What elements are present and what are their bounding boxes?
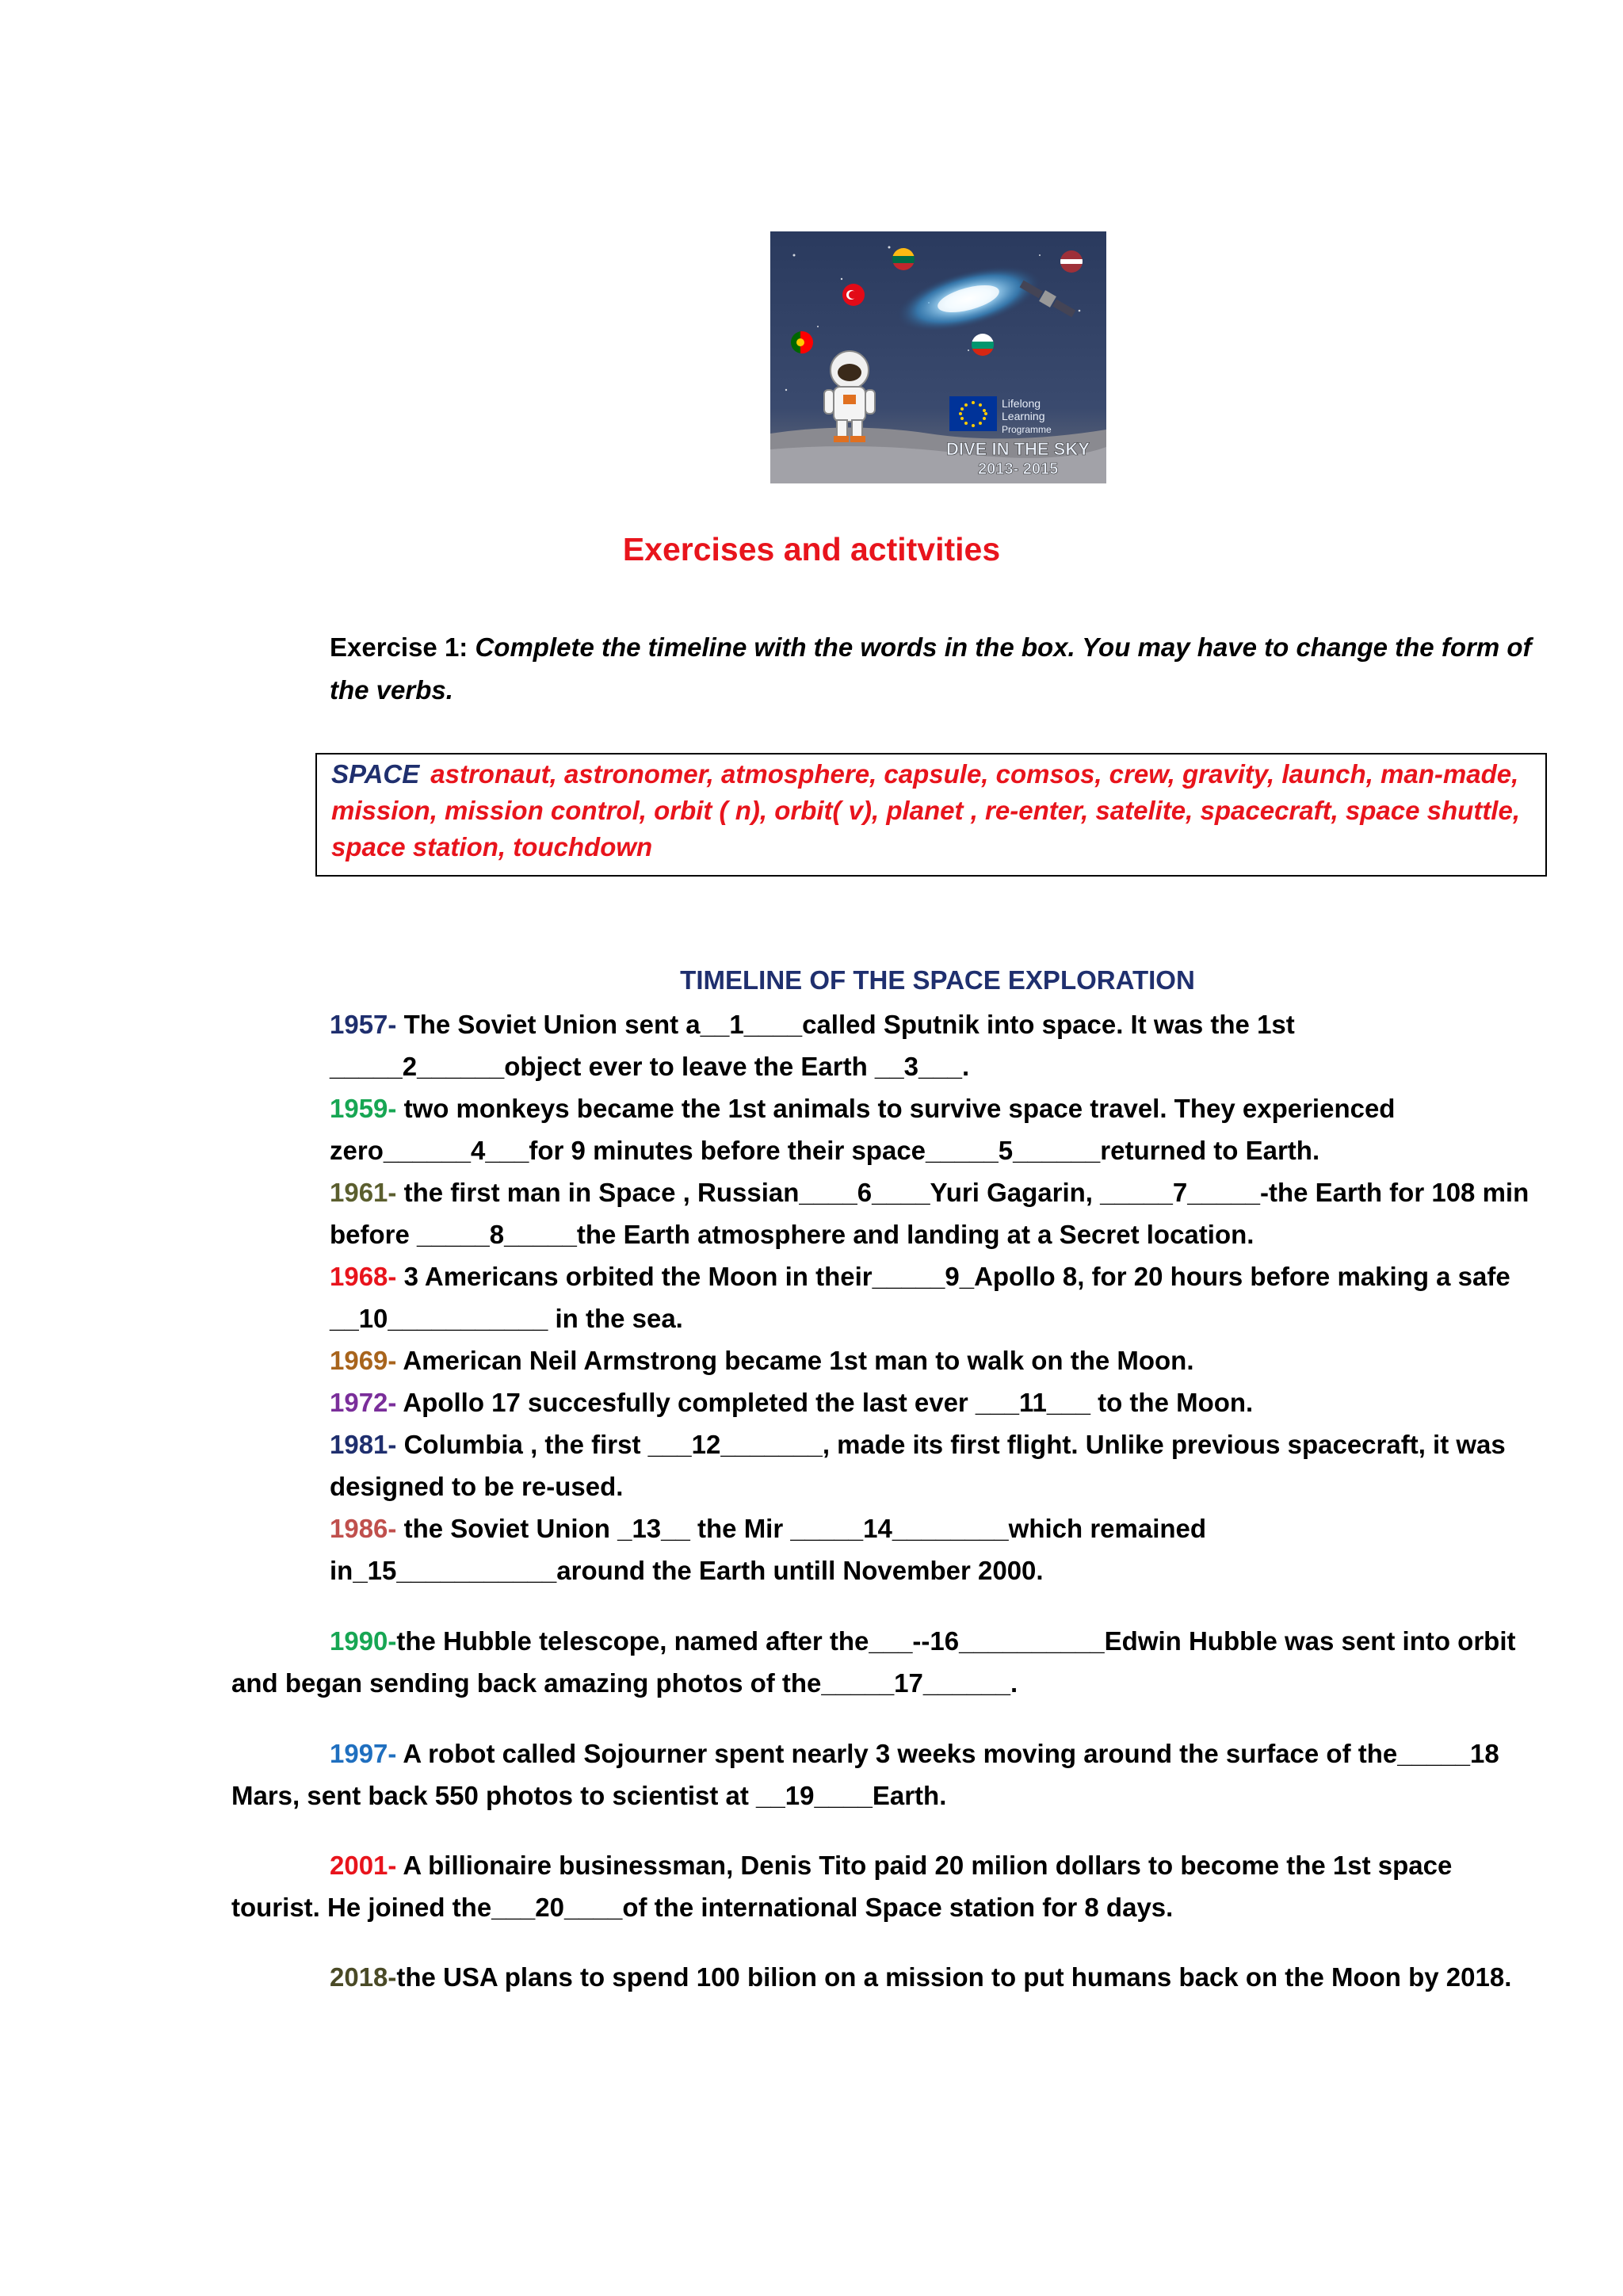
year-1961: 1961- [330, 1178, 397, 1207]
exercise-1 [330, 626, 1566, 712]
entry-1957-text: The Soviet Union sent a__1____called Sputnik into space. It was the 1st [396, 1010, 1295, 1039]
timeline-entry-1969 [330, 1339, 1598, 1381]
entry-1961-text-2: before _____8_____the Earth atmosphere and landing at a Secret location. [330, 1220, 1254, 1249]
logo-caption-line1: DIVE IN THE SKY [946, 439, 1090, 459]
entry-1990-text: the Hubble telescope, named after the___--16__________Edwin Hubble was sent into orbit [396, 1626, 1516, 1656]
logo-program-text-1: Lifelong [1002, 397, 1041, 410]
entry-1997-text: A robot called Sojourner spent nearly 3 weeks moving around the surface of the_____18 [396, 1739, 1499, 1768]
entry-1959-text-2: zero______4___for 9 minutes before their space_____5______returned to Earth. [330, 1136, 1320, 1165]
entry-2018-text: the USA plans to spend 100 bilion on a mission to put humans back on the Moon by 2018. [396, 1962, 1512, 1992]
entry-1986-text: the Soviet Union _13__ the Mir _____14________which remained [396, 1514, 1207, 1543]
entry-1961-text: the first man in Space , Russian____6____Yuri Gagarin, _____7_____-the Earth for 108 min [396, 1178, 1529, 1207]
logo-caption-line2: 2013- 2015 [978, 460, 1059, 478]
entry-1972-text: Apollo 17 succesfully completed the last ever ___11___ to the Moon. [396, 1388, 1254, 1417]
entry-1986-text-2: in_15___________around the Earth untill November 2000. [330, 1556, 1044, 1585]
entry-1997-text-2: Mars, sent back 550 photos to scientist at __19____Earth. [231, 1781, 947, 1810]
timeline-entry-1968 [330, 1255, 1598, 1339]
timeline-entry-1981 [330, 1423, 1598, 1507]
year-1968: 1968- [330, 1262, 397, 1291]
year-2018: 2018- [330, 1962, 397, 1992]
entry-1981-text-2: designed to be re-used. [330, 1472, 624, 1501]
year-1957: 1957- [330, 1010, 397, 1039]
year-1969: 1969- [330, 1346, 397, 1375]
timeline-entry-2001 [231, 1844, 1563, 1928]
logo-program-text-3: Programme [1002, 424, 1052, 435]
word-box-words: astronaut, astronomer, atmosphere, capsule, comsos, crew, gravity, launch, man-made, mission, mission control, orbit ( n), orbit( v), planet , re-enter, satelite, spacecraft, space shuttle, space station, touchdown [331, 759, 1521, 861]
timeline-heading: TIMELINE OF THE SPACE EXPLORATION [680, 965, 1195, 995]
portugal-flag-icon [791, 331, 813, 353]
page-title: Exercises and actitvities [622, 531, 1001, 567]
year-1986: 1986- [330, 1514, 397, 1543]
timeline-entry-1961 [330, 1171, 1598, 1255]
timeline-entry-1959 [330, 1087, 1598, 1171]
entry-1959-text: two monkeys became the 1st animals to survive space travel. They experienced [396, 1094, 1396, 1123]
entry-1968-text-2: __10___________ in the sea. [330, 1304, 683, 1333]
word-box-heading: SPACE [331, 759, 420, 789]
year-1972: 1972- [330, 1388, 397, 1417]
timeline-entry-1990 [231, 1620, 1563, 1704]
word-box [315, 753, 1547, 877]
entry-2001-text: A billionaire businessman, Denis Tito paid 20 milion dollars to become the 1st space [396, 1851, 1453, 1880]
eu-flag-icon [949, 396, 997, 431]
year-1959: 1959- [330, 1094, 397, 1123]
timeline-entry-1957 [330, 1003, 1598, 1087]
timeline-entry-1997 [231, 1733, 1563, 1817]
year-1997: 1997- [330, 1739, 397, 1768]
timeline [330, 1003, 1598, 1591]
project-logo [770, 231, 1106, 483]
entry-1957-text-2: _____2______object ever to leave the Earth __3___. [330, 1052, 970, 1081]
entry-1990-text-2: and began sending back amazing photos of the_____17______. [231, 1668, 1018, 1698]
latvia-flag-icon [1060, 250, 1083, 273]
entry-1968-text: 3 Americans orbited the Moon in their_____9_Apollo 8, for 20 hours before making a safe [396, 1262, 1510, 1291]
timeline-entry-1986 [330, 1507, 1598, 1591]
entry-1969-text: American Neil Armstrong became 1st man to walk on the Moon. [396, 1346, 1194, 1375]
timeline-entry-1972 [330, 1381, 1598, 1423]
entry-2001-text-2: tourist. He joined the___20____of the international Space station for 8 days. [231, 1893, 1174, 1922]
logo-program-text-2: Learning [1002, 410, 1045, 422]
entry-1981-text: Columbia , the first ___12_______, made its first flight. Unlike previous spacecraft, it was [396, 1430, 1506, 1459]
year-1990: 1990- [330, 1626, 397, 1656]
exercise-1-instruction: Complete the timeline with the words in the box. You may have to change the form of the verbs. [330, 632, 1532, 705]
turkey-flag-icon [842, 284, 865, 306]
year-2001: 2001- [330, 1851, 397, 1880]
year-1981: 1981- [330, 1430, 397, 1459]
timeline-entry-2018 [231, 1956, 1563, 1998]
exercise-1-label: Exercise 1: [330, 632, 475, 662]
